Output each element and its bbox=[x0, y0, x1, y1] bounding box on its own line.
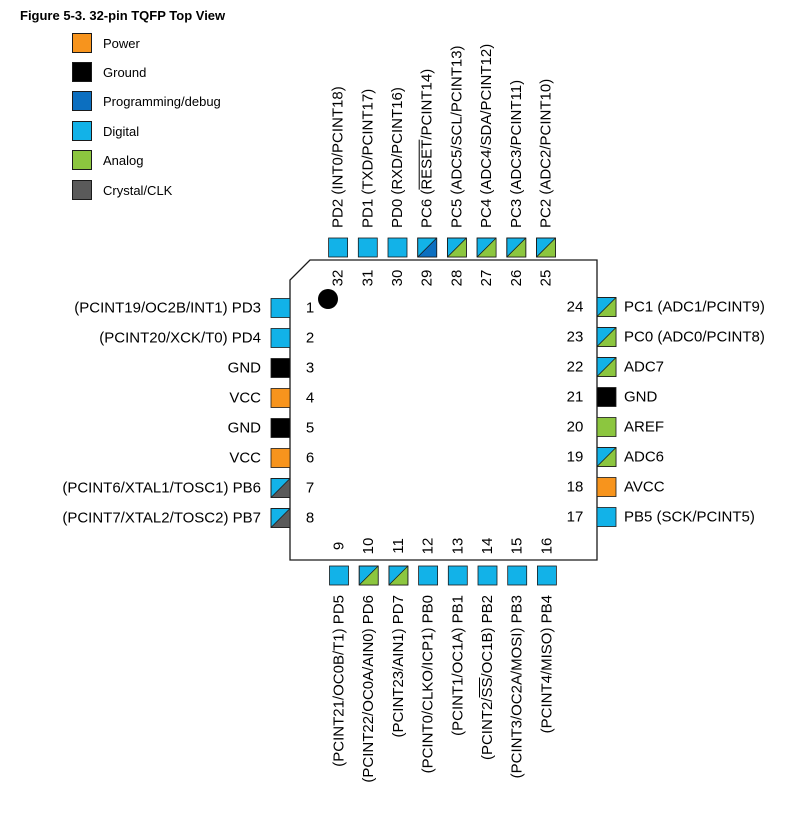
pin-6-pad-fill bbox=[271, 449, 290, 468]
pin-31-pad bbox=[358, 238, 377, 257]
pin-19-pad bbox=[597, 448, 616, 467]
pin-28-number: 28 bbox=[448, 269, 466, 287]
pin-26-label: PC3 (ADC3/PCINT11) bbox=[507, 79, 525, 228]
pin-5-number: 5 bbox=[305, 419, 315, 437]
pin-12-label: (PCINT0/CLKO/ICP1) PB0 bbox=[419, 595, 437, 774]
pin-30-number: 30 bbox=[389, 269, 406, 287]
pin-24-number: 24 bbox=[566, 298, 584, 316]
pin-17-pad-fill bbox=[597, 508, 616, 527]
pin-3-pad-fill bbox=[271, 359, 290, 378]
pin-18-pad-fill bbox=[597, 478, 616, 497]
pin-8-pad bbox=[271, 509, 290, 528]
pin-10-label: (PCINT22/OC0A/AIN0) PD6 bbox=[360, 595, 378, 783]
pin-9-pad-fill bbox=[330, 566, 349, 585]
pin-25-number: 25 bbox=[537, 269, 555, 287]
pin-22-number: 22 bbox=[566, 358, 584, 376]
pin-26-number: 26 bbox=[507, 269, 525, 287]
pin-20-label: AREF bbox=[624, 418, 665, 436]
pin-9-pad bbox=[330, 566, 349, 585]
pin-2-pad-fill bbox=[271, 329, 290, 348]
pin-14-pad-fill bbox=[478, 566, 497, 585]
pin-1-pad bbox=[271, 299, 290, 318]
pin-18-pad bbox=[597, 478, 616, 497]
pin-27-pad bbox=[477, 238, 496, 257]
pin1-marker-dot bbox=[318, 289, 338, 309]
pin-11-label: (PCINT23/AIN1) PD7 bbox=[389, 595, 407, 738]
pin-14-number: 14 bbox=[479, 537, 496, 555]
chip-body bbox=[290, 260, 597, 560]
pin-4-pad-fill bbox=[271, 389, 290, 408]
pin-22-pad bbox=[597, 358, 616, 377]
pin-18-number: 18 bbox=[566, 478, 584, 496]
pin-13-pad-fill bbox=[448, 566, 467, 585]
pin-3-number: 3 bbox=[305, 359, 315, 377]
pin-12-pad-fill bbox=[419, 566, 438, 585]
pin-29-label: PC6 (RESET/PCINT14) bbox=[418, 68, 436, 228]
pin-2-pad bbox=[271, 329, 290, 348]
pin-27-number: 27 bbox=[478, 269, 496, 287]
pin-23-label: PC0 (ADC0/PCINT8) bbox=[624, 328, 765, 346]
legend-label-programming: Programming/debug bbox=[103, 94, 221, 109]
pin-21-label: GND bbox=[624, 388, 658, 406]
legend-label-power: Power bbox=[103, 36, 140, 51]
pin-4-label: VCC bbox=[229, 389, 261, 407]
pin-18-label: AVCC bbox=[624, 478, 665, 496]
pin-24-label: PC1 (ADC1/PCINT9) bbox=[624, 298, 765, 316]
pin-2-label: (PCINT20/XCK/T0) PD4 bbox=[99, 329, 261, 347]
pin-16-pad bbox=[537, 566, 556, 585]
pin-13-label: (PCINT1/OC1A) PB1 bbox=[449, 595, 467, 736]
pin-9-number: 9 bbox=[330, 541, 348, 551]
pin-32-pad bbox=[329, 238, 348, 257]
pin-8-number: 8 bbox=[305, 509, 315, 527]
pin-31-number: 31 bbox=[359, 269, 377, 287]
pin-3-label: GND bbox=[227, 359, 261, 377]
pin-30-pad bbox=[388, 238, 407, 257]
pin-3-pad bbox=[271, 359, 290, 378]
pin-15-number: 15 bbox=[508, 537, 526, 555]
pin-7-label: (PCINT6/XTAL1/TOSC1) PB6 bbox=[62, 479, 261, 497]
pin-27-label: PC4 (ADC4/SDA/PCINT12) bbox=[478, 43, 496, 228]
pin-28-label: PC5 (ADC5/SCL/PCINT13) bbox=[448, 45, 466, 228]
pin-1-pad-fill bbox=[271, 299, 290, 318]
pin-30-pad-fill bbox=[388, 238, 407, 257]
pin-15-pad-fill bbox=[508, 566, 527, 585]
pin-7-number: 7 bbox=[305, 479, 315, 497]
pin-26-pad bbox=[507, 238, 526, 257]
pin-29-pad bbox=[418, 238, 437, 257]
pin-21-pad bbox=[597, 388, 616, 407]
pin-15-pad bbox=[508, 566, 527, 585]
pin-7-pad bbox=[271, 479, 290, 498]
pin-11-number: 11 bbox=[389, 538, 407, 554]
pin-23-number: 23 bbox=[566, 328, 584, 346]
pin-21-number: 21 bbox=[566, 388, 584, 406]
pin-12-number: 12 bbox=[419, 537, 437, 555]
pin-32-number: 32 bbox=[329, 269, 347, 287]
pin-2-number: 2 bbox=[305, 329, 315, 347]
pin-20-pad-fill bbox=[597, 418, 616, 437]
pin-20-number: 20 bbox=[566, 418, 584, 436]
pin-10-number: 10 bbox=[360, 537, 378, 555]
pin-1-label: (PCINT19/OC2B/INT1) PD3 bbox=[74, 299, 261, 317]
legend-label-analog: Analog bbox=[103, 153, 144, 168]
pin-20-pad bbox=[597, 418, 616, 437]
pin-5-pad bbox=[271, 419, 290, 438]
legend-label-crystal: Crystal/CLK bbox=[103, 183, 173, 198]
pin-4-number: 4 bbox=[305, 389, 315, 407]
pin-16-pad-fill bbox=[537, 566, 556, 585]
legend-label-ground: Ground bbox=[103, 65, 147, 80]
pin-15-label: (PCINT3/OC2A/MOSI) PB3 bbox=[508, 595, 526, 779]
pin-25-label: PC2 (ADC2/PCINT10) bbox=[537, 78, 555, 228]
pin-16-number: 16 bbox=[538, 537, 556, 555]
pin-9-label: (PCINT21/OC0B/T1) PD5 bbox=[330, 595, 348, 767]
pin-6-pad bbox=[271, 449, 290, 468]
pin-1-number: 1 bbox=[305, 299, 315, 317]
pin-31-label: PD1 (TXD/PCINT17) bbox=[359, 88, 377, 228]
pin-6-number: 6 bbox=[305, 449, 315, 467]
figure-title: Figure 5-3. 32-pin TQFP Top View bbox=[20, 8, 226, 23]
pin-10-pad bbox=[359, 566, 378, 585]
pin-28-pad bbox=[447, 238, 466, 257]
pin-30-label: PD0 (RXD/PCINT16) bbox=[389, 87, 406, 228]
pin-13-number: 13 bbox=[449, 537, 467, 555]
pin-23-pad bbox=[597, 328, 616, 347]
pin-17-label: PB5 (SCK/PCINT5) bbox=[624, 508, 755, 526]
pin-6-label: VCC bbox=[229, 449, 261, 467]
pin-14-pad bbox=[478, 566, 497, 585]
pin-32-label: PD2 (INT0/PCINT18) bbox=[329, 86, 347, 228]
pin-8-label: (PCINT7/XTAL2/TOSC2) PB7 bbox=[62, 509, 261, 527]
pin-21-pad-fill bbox=[597, 388, 616, 407]
pin-29-number: 29 bbox=[418, 269, 436, 287]
legend-label-digital: Digital bbox=[103, 124, 140, 139]
pin-32-pad-fill bbox=[329, 238, 348, 257]
pin-17-pad bbox=[597, 508, 616, 527]
pin-11-pad bbox=[389, 566, 408, 585]
pin-22-label: ADC7 bbox=[624, 358, 665, 376]
pin-12-pad bbox=[419, 566, 438, 585]
pin-4-pad bbox=[271, 389, 290, 408]
pin-19-number: 19 bbox=[566, 448, 584, 466]
pin-31-pad-fill bbox=[358, 238, 377, 257]
pin-16-label: (PCINT4/MISO) PB4 bbox=[538, 595, 556, 734]
pin-5-pad-fill bbox=[271, 419, 290, 438]
pin-13-pad bbox=[448, 566, 467, 585]
pin-24-pad bbox=[597, 298, 616, 317]
pin-19-label: ADC6 bbox=[624, 448, 665, 466]
pin-5-label: GND bbox=[227, 419, 261, 437]
pin-25-pad bbox=[537, 238, 556, 257]
pin-17-number: 17 bbox=[566, 508, 584, 526]
pin-14-label: (PCINT2/SS/OC1B) PB2 bbox=[479, 595, 496, 761]
